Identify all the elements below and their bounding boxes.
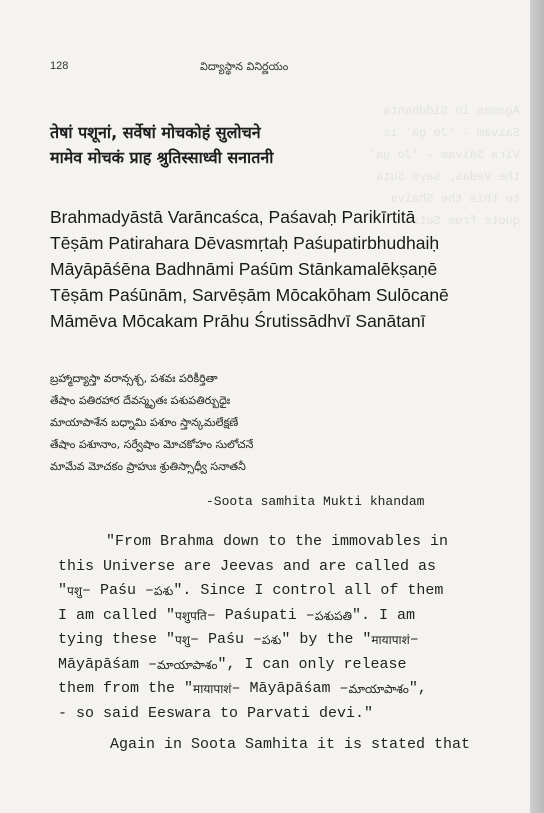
telugu-line: మాయాపాశేన బధ్నామి పశూం స్తాన్కమలేక్షణే	[50, 416, 239, 429]
paragraph-text: Māyāpāśam –	[58, 655, 158, 673]
transliteration-line: Tēṣām Paśūnām, Sarvēṣām Mōcakōham Sulōcanē	[50, 285, 449, 305]
paragraph-text: I am called "	[58, 606, 176, 624]
transliteration-line: Brahmadyāstā Varāncaśca, Paśavaḥ Parikīrtitā	[50, 207, 416, 227]
paragraph-line	[58, 677, 508, 702]
paragraph-line	[58, 702, 508, 727]
paragraph-text: –	[409, 631, 419, 648]
paragraph-text: ",	[408, 680, 427, 697]
devanagari-word: पशुपति	[175, 608, 207, 623]
paragraph-line	[58, 579, 508, 604]
paragraph-text: ". I am	[352, 606, 416, 624]
devanagari-line: तेषां पशूनां, सर्वेषां मोचकोहं सुलोचने	[50, 123, 261, 142]
paragraph-text: – Paśupati –	[206, 606, 315, 624]
transliteration-line: Tēṣām Patirahara Dēvasmṛtaḥ Paśupatirbhudhaiḥ	[50, 233, 440, 253]
paragraph-text: this Universe are Jeevas and are called as	[58, 557, 437, 575]
paragraph-text: – Māyāpāśam –	[231, 680, 349, 697]
telugu-word: మాయాపాశం	[157, 657, 218, 672]
devanagari-word: मायापाशं	[371, 633, 410, 647]
next-paragraph: Again in Soota Samhita it is stated that	[110, 736, 471, 753]
paragraph-text: – Paśu –	[190, 631, 263, 648]
page-header	[50, 60, 490, 80]
paragraph-text: "From Brahma down to the immovables in	[106, 533, 449, 550]
paragraph-text: them from the "	[58, 680, 194, 697]
telugu-line: తేషాం పశూనాం, సర్వేషాం మోచకోహం సులోచనే	[50, 438, 254, 451]
paragraph-text: ". Since I control all of them	[173, 582, 444, 599]
telugu-word: పశుపతి	[314, 608, 353, 623]
running-title: విద్యాస్థాన వినిర్ణయం	[200, 60, 289, 73]
devanagari-word: पशु	[175, 633, 191, 647]
telugu-line: తేషాం పతిరహార దేవస్మృతః పశుపతిర్బుధైః	[50, 394, 231, 407]
telugu-word: పశు	[262, 633, 282, 647]
translation-paragraph	[58, 530, 508, 726]
paragraph-text: - so said Eeswara to Parvati devi."	[58, 704, 374, 722]
page-edge	[530, 0, 544, 813]
paragraph-text: tying these "	[58, 631, 176, 648]
telugu-verse	[50, 368, 500, 478]
paragraph-line	[58, 628, 508, 653]
devanagari-word: पशु	[67, 584, 82, 598]
telugu-word: మాయాపాశం	[348, 682, 409, 696]
transliteration-line: Māmēva Mōcakam Prāhu Śrutissādhvī Sanātanī	[50, 311, 426, 331]
paragraph-line	[58, 653, 508, 678]
page-number: 128	[50, 60, 69, 72]
telugu-line: బ్రహ్మాద్యాస్తా వరాన్సశ్చ, పశవః పరికీర్తితా	[50, 372, 218, 385]
transliteration-verse	[50, 204, 500, 334]
devanagari-verse	[50, 120, 490, 170]
paragraph-text: "	[58, 582, 68, 599]
paragraph-line	[58, 530, 508, 555]
devanagari-line: मामेव मोचकं प्राह श्रुतिस्साध्वी सनातनी	[50, 148, 274, 167]
paragraph-line	[58, 604, 508, 629]
paragraph-text: ", I can only release	[217, 655, 407, 673]
transliteration-line: Māyāpāśēna Badhnāmi Paśūm Stānkamalēkṣaṇē	[50, 259, 438, 279]
paragraph-text: – Paśu –	[82, 582, 155, 599]
paragraph-text: " by the "	[281, 631, 372, 648]
verse-attribution: -Soota samhita Mukti khandam	[206, 494, 425, 509]
telugu-line: మామేవ మోచకం ప్రాహుః శ్రుతిస్సాధ్వీ సనాతనీ	[50, 460, 246, 473]
telugu-word: పశు	[154, 584, 174, 598]
paragraph-line	[58, 555, 508, 580]
show-through-text: Agamas in Siddhanta Saivam - 'Jo ga' is Vira Saivam - 'Jo ga' the Vedas, says Suta to this the Shaiva quote from Suta	[368, 104, 520, 228]
devanagari-word: मायापाशं	[193, 682, 232, 696]
